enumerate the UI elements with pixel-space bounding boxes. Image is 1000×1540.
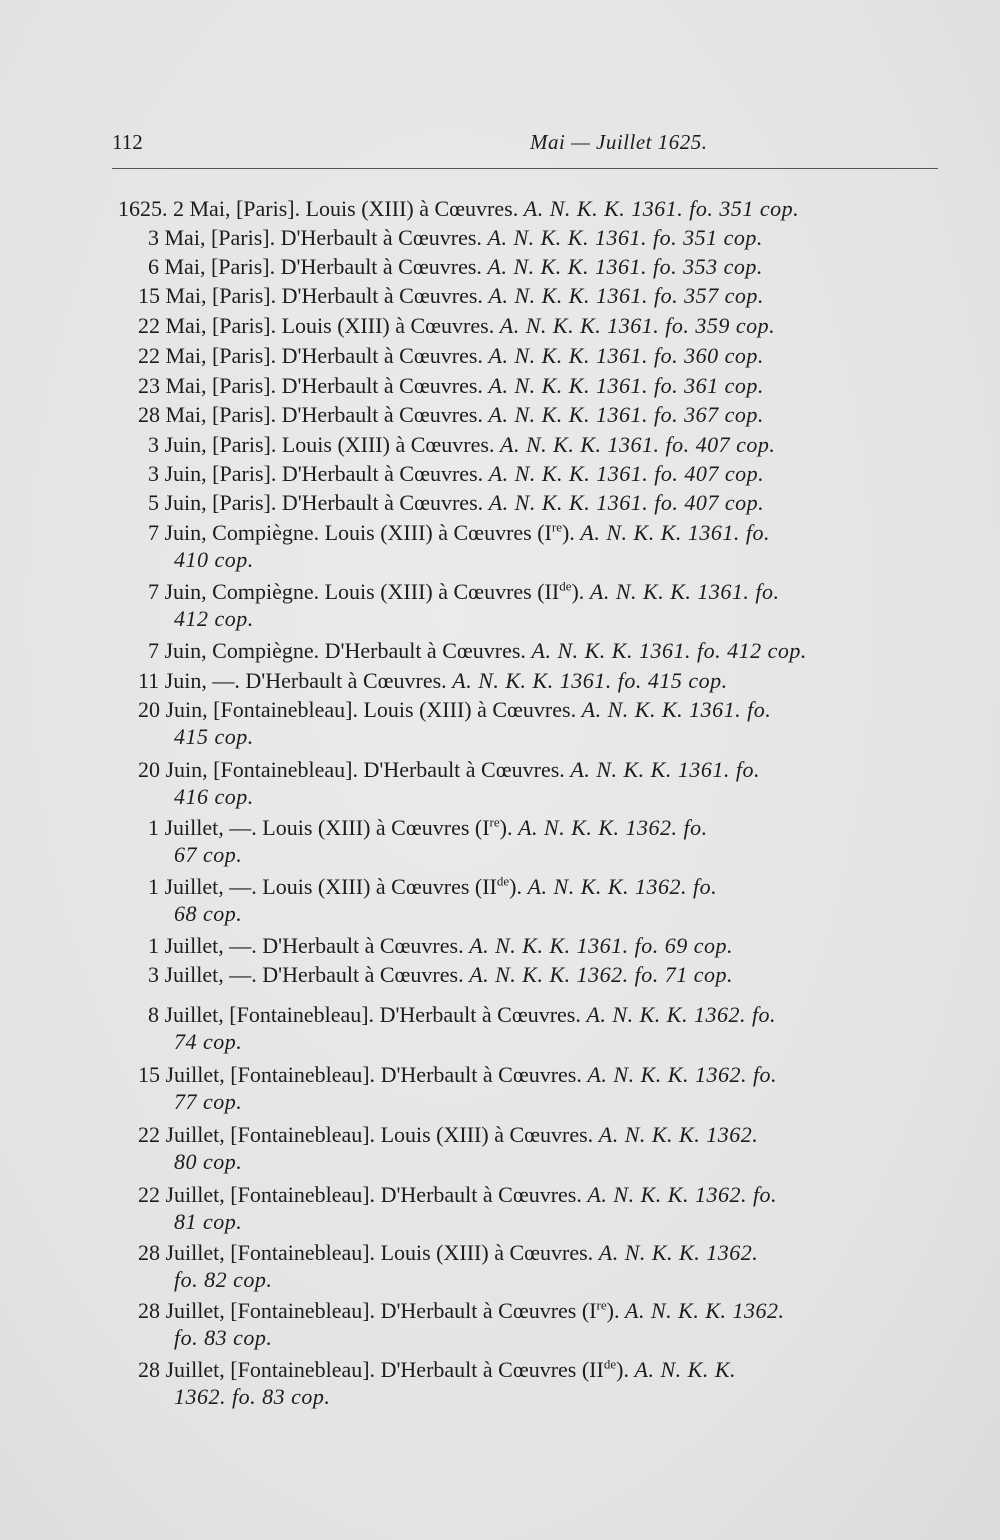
entry-date: 6 Mai, [Paris]. — [148, 254, 276, 279]
entry-reference-continuation: 74 cop. — [174, 1029, 243, 1054]
entry-archive-reference: A. N. K. K. 1361. fo. 407 cop. — [483, 490, 765, 515]
entry-line — [118, 960, 938, 989]
entry-date: 23 Mai, [Paris]. — [138, 373, 277, 398]
running-title: Mai — Juillet 1625. — [530, 130, 708, 154]
entry-date: 11 Juin, —. — [138, 668, 240, 693]
entry-archive-reference: A. N. K. K. 1361. fo. — [574, 520, 770, 545]
calendar-entry — [118, 813, 938, 869]
entry-archive-reference: A. N. K. K. 1362. — [593, 1240, 759, 1265]
entry-line — [118, 1120, 938, 1149]
calendar-entry — [118, 872, 938, 928]
entry-correspondents: Louis (XIII) à Cœuvres (IIde). — [319, 578, 585, 604]
entry-correspondents: D'Herbault à Cœuvres. — [276, 373, 483, 398]
entry-archive-reference: A. N. K. K. 1361. fo. 361 cop. — [482, 373, 764, 398]
entry-reference-continuation: 77 cop. — [174, 1089, 243, 1114]
page-number: 112 — [112, 130, 143, 154]
entry-line — [118, 281, 938, 310]
entry-correspondents: Louis (XIII) à Cœuvres. — [276, 313, 495, 338]
entry-correspondents: Louis (XIII) à Cœuvres (Ire). — [256, 814, 513, 840]
entry-correspondents: D'Herbault à Cœuvres. — [276, 461, 484, 486]
entry-date: 1 Juillet, —. — [148, 933, 257, 958]
entry-line — [118, 518, 938, 547]
entry-archive-reference: A. N. K. K. 1362. fo. 71 cop. — [463, 962, 734, 987]
entry-archive-reference: A. N. K. K. 1361. fo. 412 cop. — [525, 638, 807, 663]
entry-reference-continuation: fo. 83 cop. — [174, 1325, 273, 1350]
calendar-entry — [118, 960, 938, 989]
entry-archive-reference: A. N. K. K. 1362. fo. — [521, 874, 718, 899]
entry-correspondents: D'Herbault à Cœuvres. — [239, 668, 447, 693]
entry-archive-reference: A. N. K. K. 1361. fo. 353 cop. — [481, 254, 763, 279]
calendar-entry — [118, 666, 938, 695]
calendar-entry — [118, 695, 938, 751]
calendar-entry — [118, 1000, 938, 1056]
entry-line — [118, 872, 938, 901]
calendar-entry — [118, 223, 938, 252]
calendar-entry — [118, 1355, 938, 1411]
entry-correspondents: Louis (XIII) à Cœuvres. — [375, 1240, 594, 1265]
entry-correspondents: Louis (XIII) à Cœuvres (Ire). — [319, 519, 575, 545]
entry-date: 3 Juin, [Paris]. — [148, 461, 277, 486]
entry-date: 28 Juillet, [Fontainebleau]. — [138, 1298, 376, 1323]
calendar-entry — [118, 518, 938, 574]
calendar-entry — [118, 577, 938, 633]
entry-date: 20 Juin, [Fontainebleau]. — [138, 757, 358, 782]
entry-line — [118, 1000, 938, 1029]
entry-archive-reference: A. N. K. K. 1361. fo. 357 cop. — [482, 283, 764, 308]
calendar-entry — [118, 341, 938, 370]
entry-correspondents: D'Herbault à Cœuvres. — [357, 757, 565, 782]
calendar-entry — [118, 488, 938, 517]
entry-correspondents: D'Herbault à Cœuvres. — [275, 225, 482, 250]
calendar-entry — [118, 931, 938, 960]
entry-date: 1625. 2 Mai, [Paris]. — [118, 196, 301, 221]
entry-correspondents: D'Herbault à Cœuvres. — [275, 254, 482, 279]
calendar-entry — [118, 636, 938, 665]
entry-line — [118, 459, 938, 488]
entry-date: 7 Juin, Compiègne. — [148, 579, 320, 604]
calendar-entry — [118, 194, 938, 223]
calendar-entry — [118, 252, 938, 281]
entry-archive-reference: A. N. K. K. 1361. fo. — [564, 757, 760, 782]
entry-line — [118, 636, 938, 665]
entry-date: 3 Mai, [Paris]. — [148, 225, 276, 250]
entry-date: 3 Juillet, —. — [148, 962, 257, 987]
entry-date: 8 Juillet, [Fontainebleau]. — [148, 1002, 375, 1027]
entry-line — [118, 1296, 938, 1325]
entry-archive-reference: A. N. K. K. 1361. fo. 367 cop. — [482, 402, 764, 427]
entry-line — [118, 194, 938, 223]
entry-line — [118, 1180, 938, 1209]
entry-archive-reference: A. N. K. K. 1361. fo. 360 cop. — [482, 343, 764, 368]
entry-archive-reference: A. N. K. K. 1361. fo. 359 cop. — [494, 313, 776, 338]
entry-correspondents: D'Herbault à Cœuvres. — [276, 343, 483, 368]
entry-reference-continuation: 415 cop. — [174, 724, 254, 749]
entry-date: 20 Juin, [Fontainebleau]. — [138, 697, 358, 722]
entry-archive-reference: A. N. K. K. 1362. fo. — [581, 1062, 778, 1087]
entry-correspondents: D'Herbault à Cœuvres. — [374, 1002, 581, 1027]
entry-line — [118, 695, 938, 724]
calendar-entry — [118, 755, 938, 811]
entry-correspondents: D'Herbault à Cœuvres (IIde). — [375, 1356, 629, 1382]
entry-date: 7 Juin, Compiègne. — [148, 520, 320, 545]
entry-archive-reference: A. N. K. K. 1361. fo. — [576, 697, 772, 722]
entry-line — [118, 341, 938, 370]
entry-archive-reference: A. N. K. K. — [628, 1357, 737, 1382]
entry-reference-continuation: 410 cop. — [174, 547, 254, 572]
entry-correspondents: D'Herbault à Cœuvres. — [276, 490, 484, 515]
entry-reference-continuation: 412 cop. — [174, 606, 254, 631]
entry-reference-continuation: fo. 82 cop. — [174, 1267, 273, 1292]
entry-correspondents: D'Herbault à Cœuvres. — [256, 962, 464, 987]
entry-date: 15 Juillet, [Fontainebleau]. — [138, 1062, 376, 1087]
entry-line — [118, 577, 938, 606]
entry-line — [118, 371, 938, 400]
entry-correspondents: Louis (XIII) à Cœuvres. — [357, 697, 577, 722]
entry-archive-reference: A. N. K. K. 1361. fo. 407 cop. — [494, 432, 776, 457]
entry-correspondents: Louis (XIII) à Cœuvres. — [300, 196, 519, 221]
entry-archive-reference: A. N. K. K. 1362. fo. — [581, 1182, 778, 1207]
entry-line — [118, 252, 938, 281]
entry-line — [118, 488, 938, 517]
calendar-entry — [118, 1120, 938, 1176]
calendar-entry — [118, 281, 938, 310]
entry-date: 3 Juin, [Paris]. — [148, 432, 277, 457]
entry-reference-continuation: 416 cop. — [174, 784, 254, 809]
entry-archive-reference: A. N. K. K. 1362. fo. — [512, 815, 708, 840]
entry-date: 22 Juillet, [Fontainebleau]. — [138, 1122, 376, 1147]
entry-date: 22 Juillet, [Fontainebleau]. — [138, 1182, 376, 1207]
entry-archive-reference: A. N. K. K. 1361. fo. 69 cop. — [463, 933, 734, 958]
entry-archive-reference: A. N. K. K. 1361. fo. 407 cop. — [483, 461, 765, 486]
entry-archive-reference: A. N. K. K. 1361. fo. 415 cop. — [446, 668, 728, 693]
entry-correspondents: D'Herbault à Cœuvres. — [276, 402, 483, 427]
entry-archive-reference: A. N. K. K. 1362. — [619, 1298, 785, 1323]
entry-reference-continuation: 67 cop. — [174, 842, 243, 867]
entry-reference-continuation: 68 cop. — [174, 901, 243, 926]
entry-correspondents: D'Herbault à Cœuvres (Ire). — [375, 1297, 620, 1323]
entry-correspondents: D'Herbault à Cœuvres. — [319, 638, 526, 663]
entry-correspondents: D'Herbault à Cœuvres. — [375, 1182, 582, 1207]
entry-date: 1 Juillet, —. — [148, 815, 257, 840]
entry-correspondents: Louis (XIII) à Cœuvres (IIde). — [256, 873, 522, 899]
entry-date: 22 Mai, [Paris]. — [138, 313, 277, 338]
entry-line — [118, 1355, 938, 1384]
calendar-entry — [118, 371, 938, 400]
entry-line — [118, 666, 938, 695]
entry-archive-reference: A. N. K. K. 1361. fo. 351 cop. — [518, 196, 800, 221]
entry-date: 1 Juillet, —. — [148, 874, 257, 899]
entry-archive-reference: A. N. K. K. 1361. fo. 351 cop. — [481, 225, 763, 250]
entry-correspondents: Louis (XIII) à Cœuvres. — [375, 1122, 594, 1147]
entry-line — [118, 1238, 938, 1267]
calendar-entry — [118, 1238, 938, 1294]
calendar-entry — [118, 400, 938, 429]
entry-reference-continuation: 80 cop. — [174, 1149, 243, 1174]
entry-archive-reference: A. N. K. K. 1362. fo. — [580, 1002, 777, 1027]
entry-date: 15 Mai, [Paris]. — [138, 283, 277, 308]
entry-correspondents: D'Herbault à Cœuvres. — [276, 283, 483, 308]
entry-line — [118, 813, 938, 842]
entry-line — [118, 1060, 938, 1089]
calendar-entry — [118, 1180, 938, 1236]
calendar-entry — [118, 311, 938, 340]
entry-correspondents: Louis (XIII) à Cœuvres. — [276, 432, 495, 457]
entry-reference-continuation: 81 cop. — [174, 1209, 243, 1234]
entry-line — [118, 430, 938, 459]
entry-line — [118, 223, 938, 252]
entry-archive-reference: A. N. K. K. 1362. — [593, 1122, 759, 1147]
entry-archive-reference: A. N. K. K. 1361. fo. — [584, 579, 780, 604]
entry-line — [118, 931, 938, 960]
calendar-entry — [118, 1296, 938, 1352]
calendar-entry — [118, 430, 938, 459]
calendar-entry — [118, 1060, 938, 1116]
entry-line — [118, 311, 938, 340]
entry-date: 28 Juillet, [Fontainebleau]. — [138, 1240, 376, 1265]
entry-correspondents: D'Herbault à Cœuvres. — [375, 1062, 582, 1087]
entry-date: 28 Juillet, [Fontainebleau]. — [138, 1357, 376, 1382]
calendar-entry — [118, 459, 938, 488]
entry-line — [118, 400, 938, 429]
entry-correspondents: D'Herbault à Cœuvres. — [256, 933, 464, 958]
entry-date: 7 Juin, Compiègne. — [148, 638, 320, 663]
entry-date: 22 Mai, [Paris]. — [138, 343, 277, 368]
entry-date: 5 Juin, [Paris]. — [148, 490, 277, 515]
entry-reference-continuation: 1362. fo. 83 cop. — [174, 1384, 331, 1409]
entry-date: 28 Mai, [Paris]. — [138, 402, 277, 427]
entry-line — [118, 755, 938, 784]
